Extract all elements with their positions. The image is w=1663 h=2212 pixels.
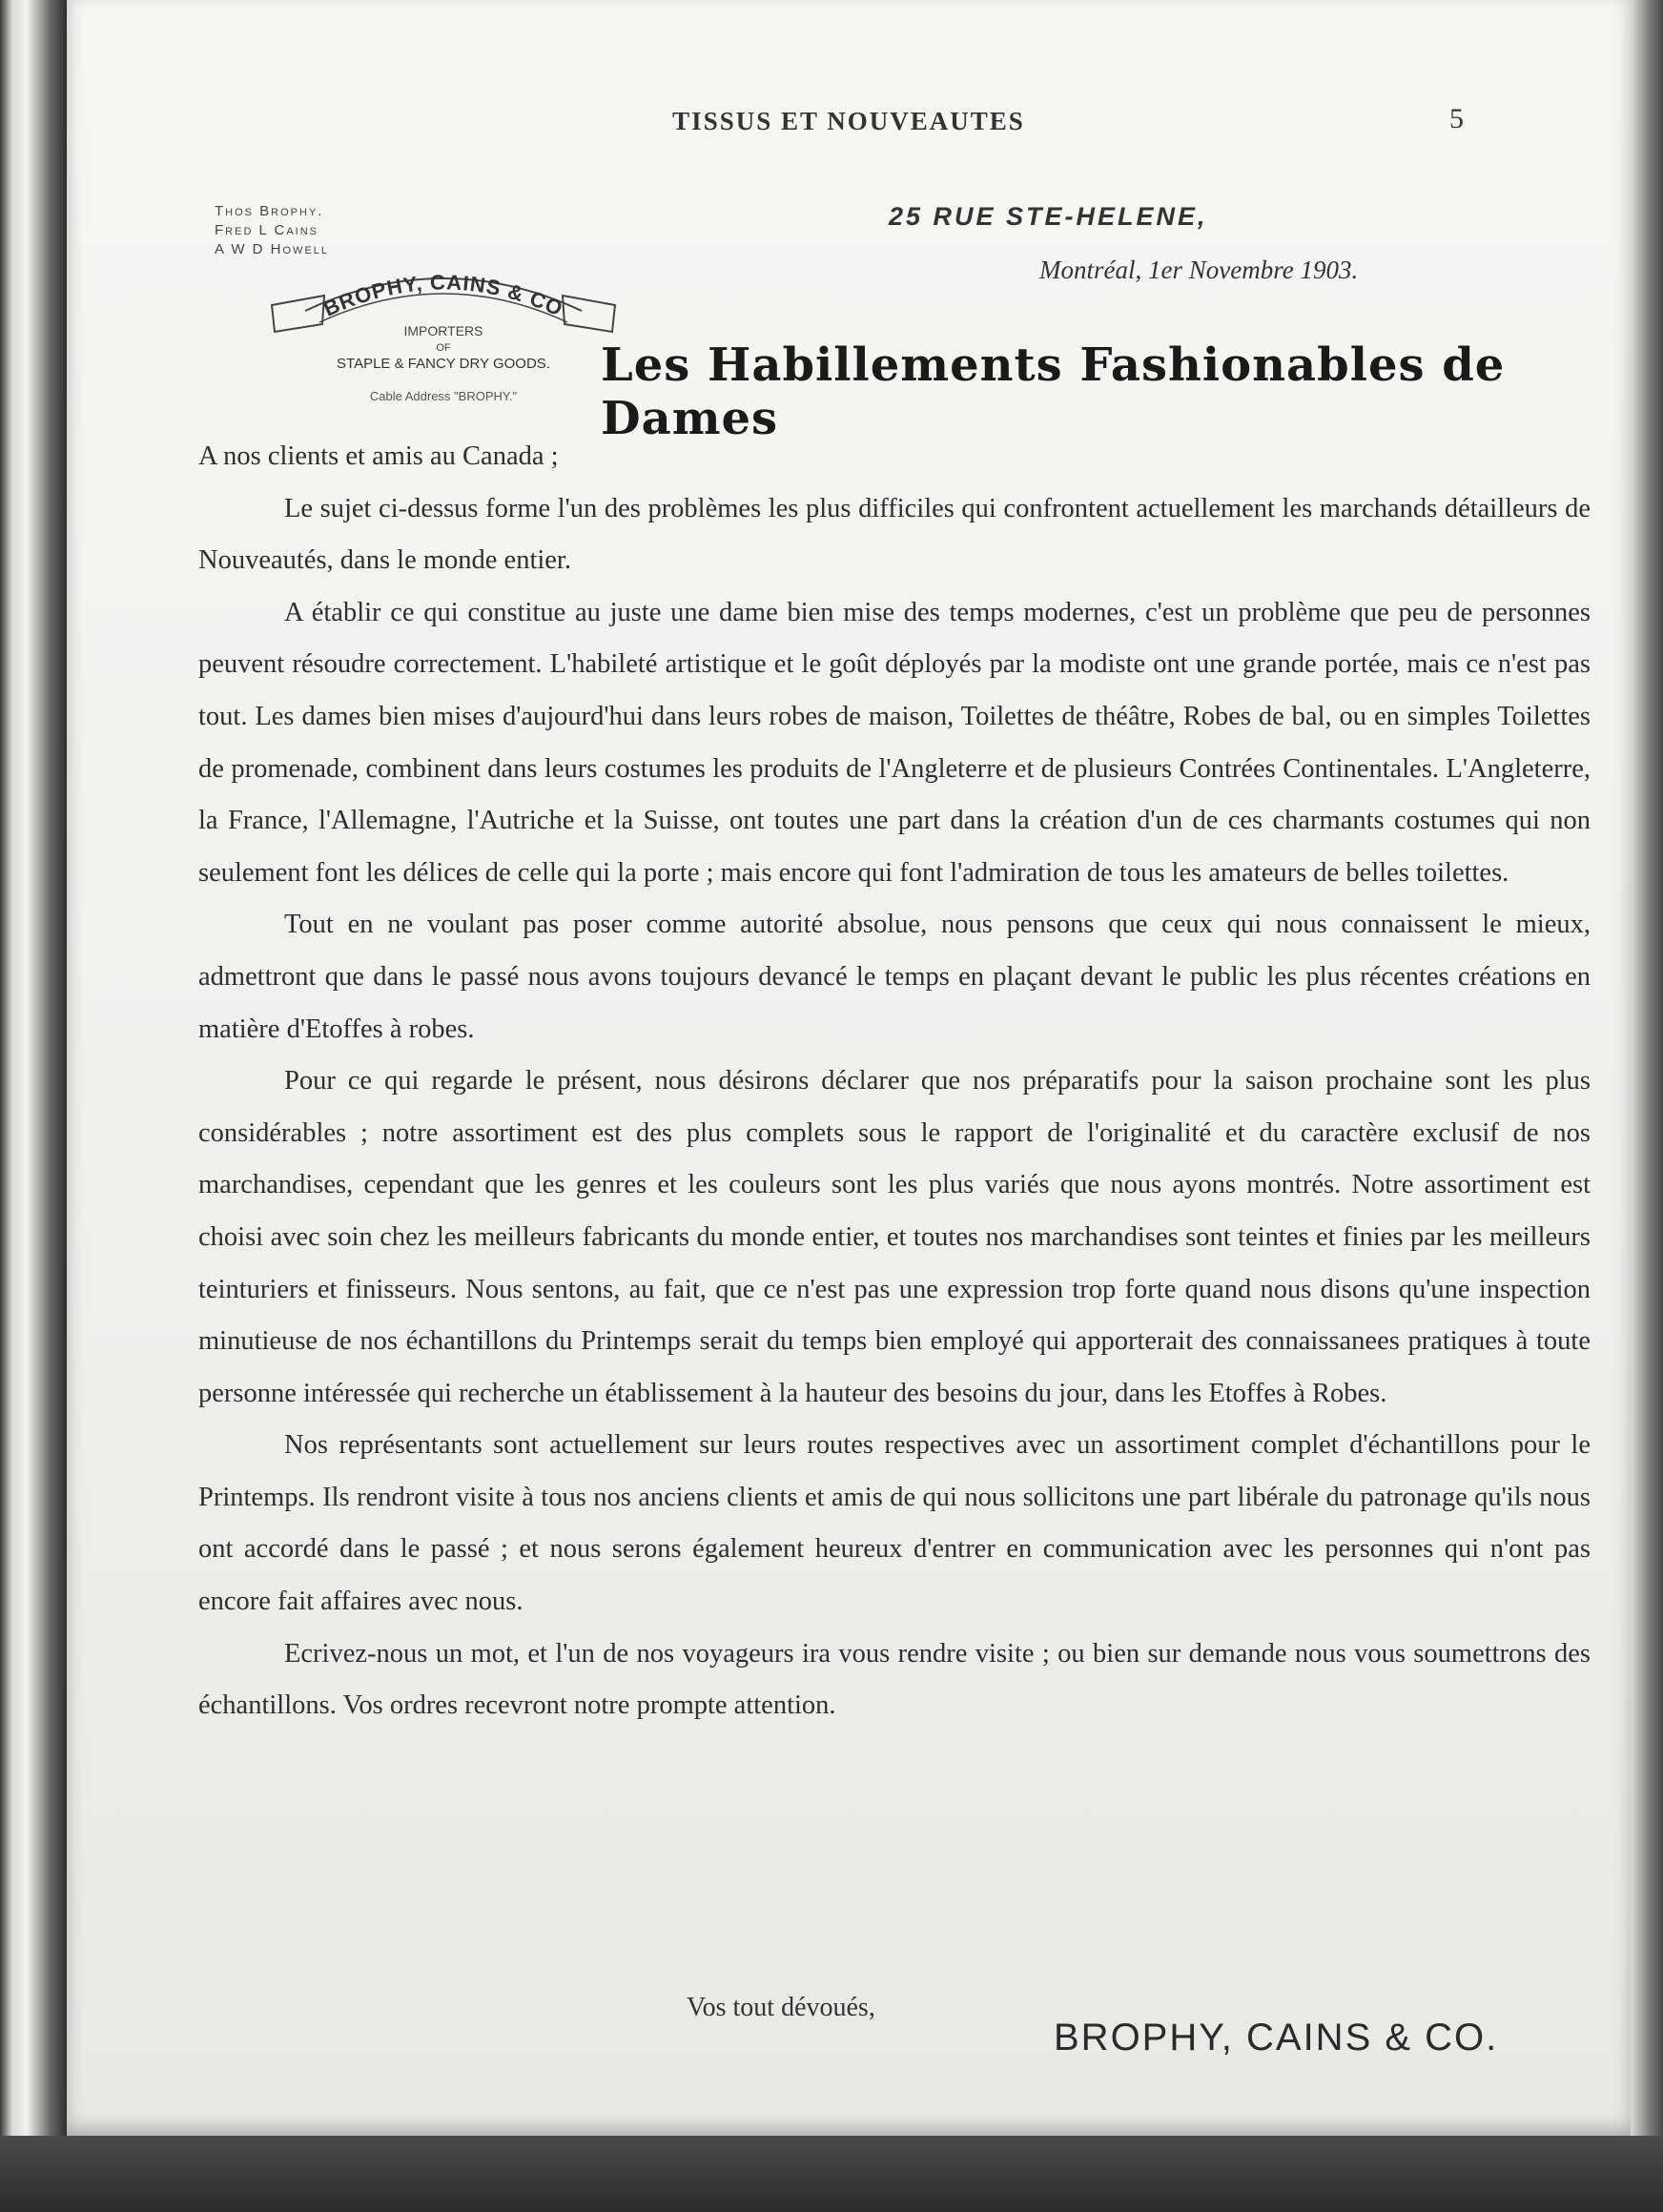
partner-name: A W D Howell	[215, 241, 330, 257]
closing: Vos tout dévoués,	[687, 1993, 875, 2022]
paragraph: Le sujet ci-dessus forme l'un des problèmes les plus difficiles qui confrontent actuellement les marchands détailleurs de Nouveautés, dans le monde entier.	[198, 493, 1591, 576]
partner-name: Thos Brophy.	[215, 203, 324, 219]
logo-line: IMPORTERS	[403, 323, 483, 338]
page-number: 5	[1449, 103, 1464, 134]
document-page	[67, 0, 1631, 2136]
paragraph: Tout en ne voulant pas poser comme autorité absolue, nous pensons que ceux qui nous connaissent le mieux, admettront que dans le passé nous avons toujours devancé le temps en plaçant devant le public les plus récentes créations en matière d'Etoffes à robes.	[198, 910, 1591, 1044]
running-head: TISSUS ET NOUVEAUTES	[672, 107, 1025, 135]
dateline: Montréal, 1er Novembre 1903.	[1039, 256, 1359, 284]
letter-body	[198, 431, 1591, 1732]
logo-name: BROPHY, CAINS & CO	[319, 270, 567, 321]
paragraph: A établir ce qui constitue au juste une dame bien mise des temps modernes, c'est un problème que peu de personnes peuvent résoudre correctement. L'habileté artistique et le goût déployés par la modiste ont une grande portée, mais ce n'est pas tout. Les dames bien mises d'aujourd'hui dans leurs robes de maison, Toilettes de théâtre, Robes de bal, ou en simples Toilettes de promenade, combinent dans leurs costumes les produits de l'Angleterre et de plusieurs Contrées Continentales. L'Angleterre, la France, l'Allemagne, l'Autriche et la Suisse, ont toutes une part dans la création d'un de ces charmants costumes qui non seulement font les délices de celle qui la porte ; mais encore qui font l'admiration de tous les amateurs de belles toilettes.	[198, 597, 1591, 888]
letter-headline: Les Habillements Fashionables de Dames	[601, 338, 1506, 445]
address: 25 RUE STE-HELENE,	[889, 202, 1208, 231]
logo-line: OF	[436, 342, 451, 354]
page-edge-bottom	[0, 2136, 1663, 2212]
partner-names	[215, 202, 329, 259]
cable-address: Cable Address "BROPHY."	[369, 389, 518, 403]
logo-line: STAPLE & FANCY DRY GOODS.	[337, 356, 550, 372]
partner-name: Fred L Cains	[215, 222, 319, 238]
svg-text:BROPHY, CAINS & CO	[320, 270, 567, 320]
paragraph: Ecrivez-nous un mot, et l'un de nos voyageurs ira vous rendre visite ; ou bien sur demande nous vous soumettrons des échantillons. Vos ordres recevront notre prompte attention.	[198, 1638, 1591, 1721]
signature: BROPHY, CAINS & CO.	[1054, 2017, 1499, 2058]
paragraph: Pour ce qui regarde le présent, nous désirons déclarer que nos préparatifs pour la saison prochaine sont les plus considérables ; notre assortiment est des plus complets sous le rapport de l'originalité et du caractère exclusif de nos marchandises, cependant que les genres et les couleurs sont les plus variés que nous ayons montrés. Notre assortiment est choisi avec soin chez les meilleurs fabricants du monde entier, et toutes nos marchandises sont teintes et finies par les meilleurs teinturiers et finisseurs. Nous sentons, au fait, que ce n'est pas une expression trop forte quand nous disons qu'une inspection minutieuse de nos échantillons du Printemps serait du temps bien employé qui apporterait des connaissanees pratiques à toute personne intéressée qui recherche un établissement à la hauteur des besoins du jour, dans les Etoffes à Robes.	[198, 1066, 1591, 1408]
book-spine	[0, 0, 67, 2212]
salutation: A nos clients et amis au Canada ;	[198, 441, 559, 471]
company-logo	[267, 256, 620, 437]
page-edge-right	[1631, 0, 1663, 2212]
paragraph: Nos représentants sont actuellement sur leurs routes respectives avec un assortiment complet d'échantillons pour le Printemps. Ils rendront visite à tous nos anciens clients et amis de qui nous sollicitons une part libérale du patronage qu'ils nous ont accordé dans le passé ; et nous serons également heureux d'entrer en communication avec les personnes qui n'ont pas encore fait affaires avec nous.	[198, 1430, 1591, 1617]
